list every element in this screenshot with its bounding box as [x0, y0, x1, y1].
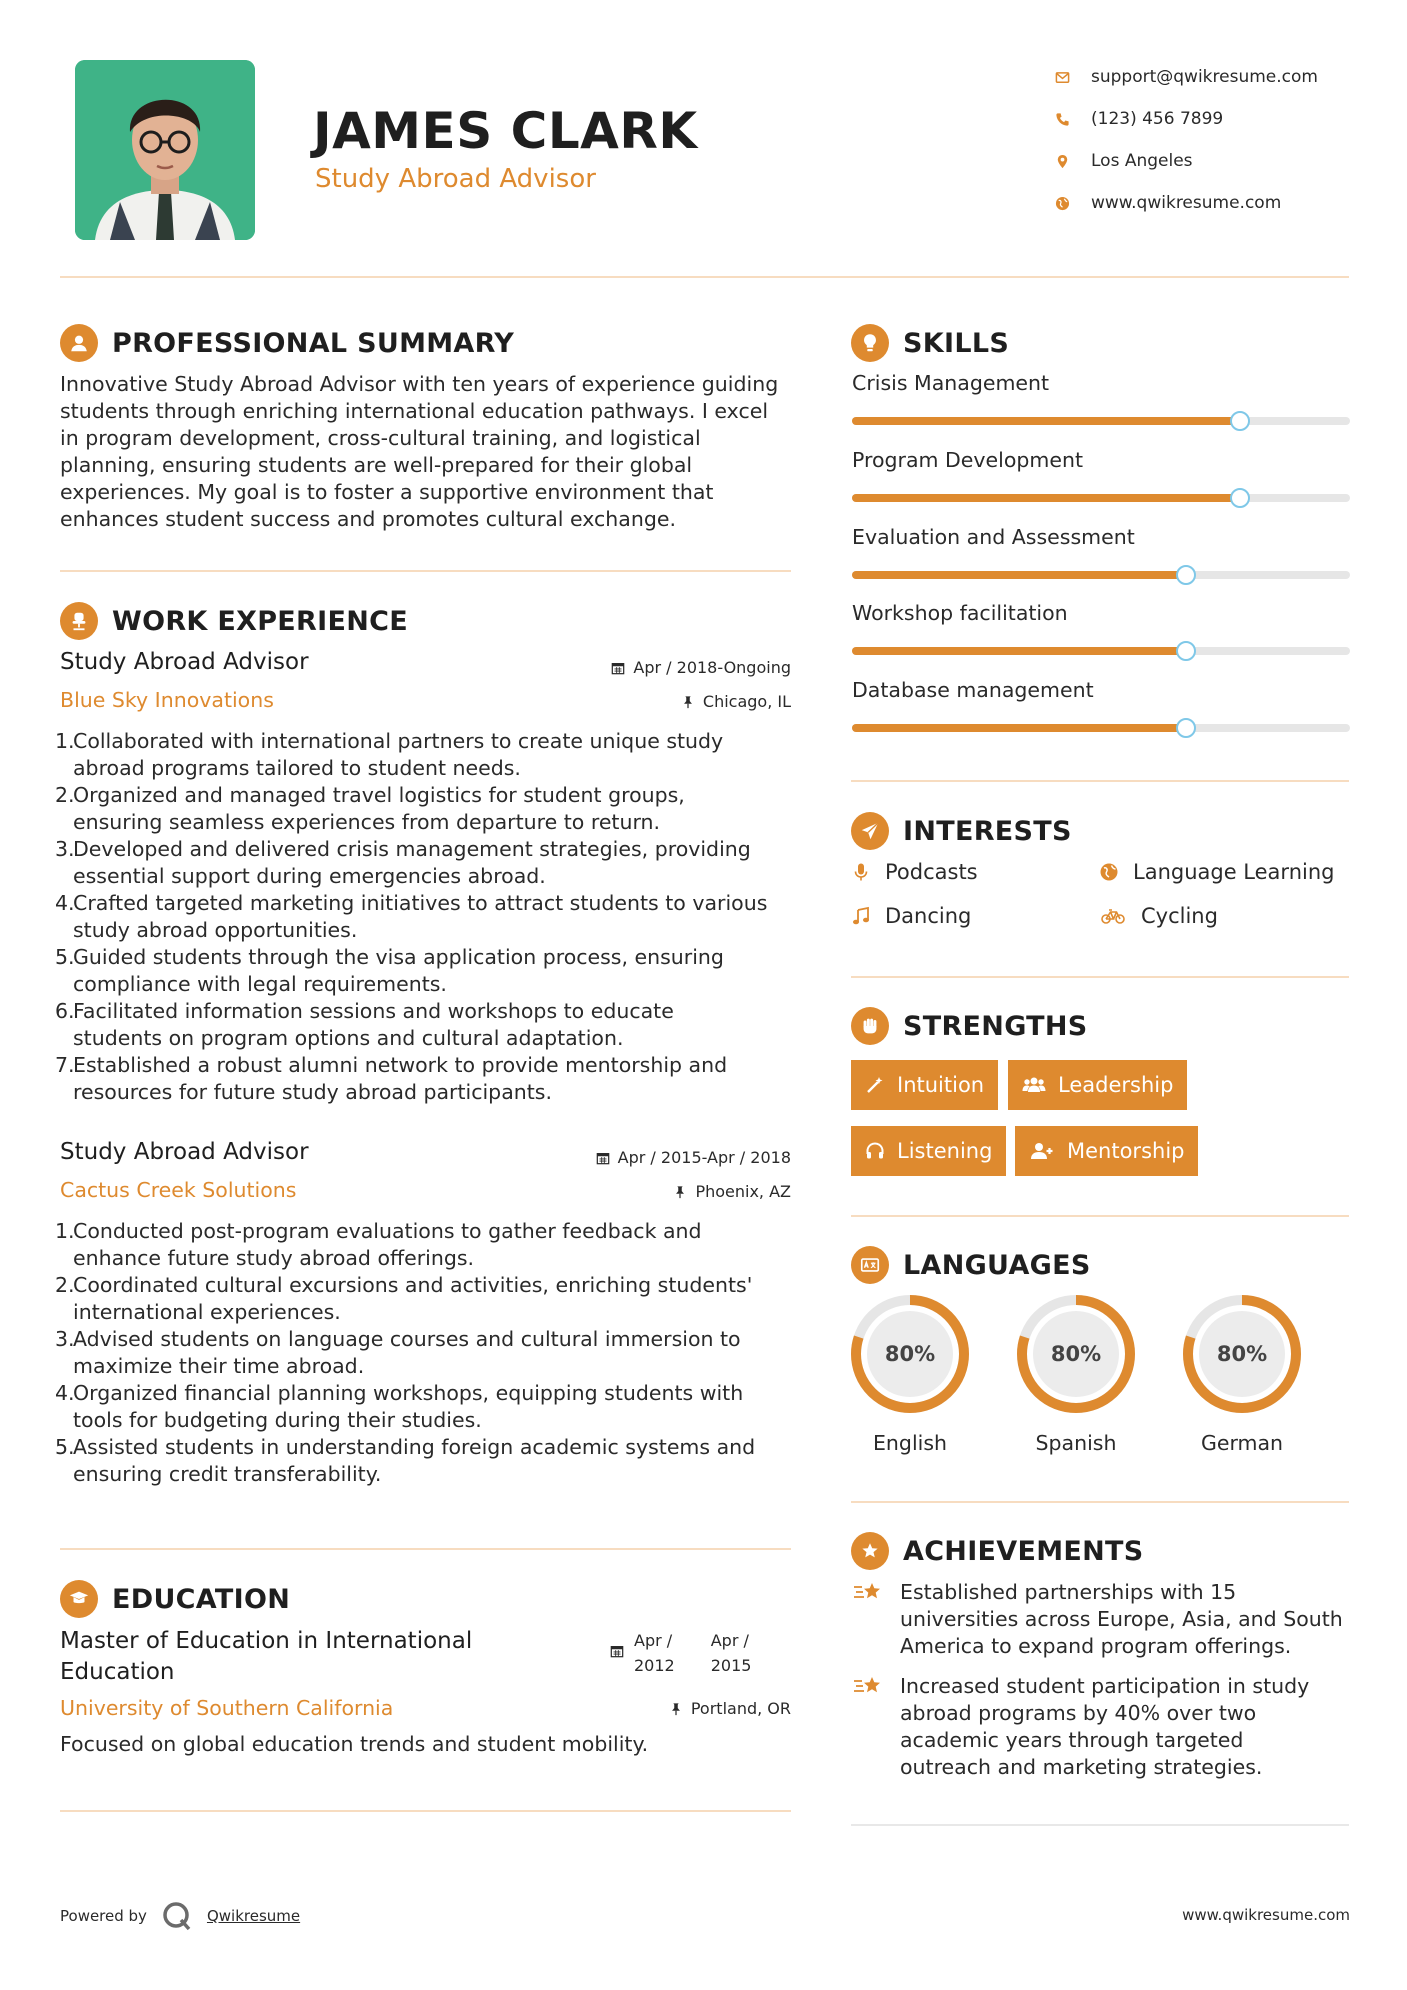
job-2-company: Cactus Creek Solutions: [60, 1178, 297, 1202]
envelope-icon: [1055, 70, 1091, 85]
skill-knob: [1176, 565, 1196, 585]
pushpin-icon: [673, 1185, 687, 1199]
contact-email-text: support@qwikresume.com: [1091, 67, 1318, 87]
contact-email[interactable]: [1055, 56, 1385, 98]
job-1-duties: [55, 728, 800, 1106]
strengths-heading: STRENGTHS: [851, 1007, 1088, 1045]
education-school: University of Southern California: [60, 1696, 394, 1720]
candidate-name: JAMES CLARK: [313, 102, 698, 160]
qwikresume-link[interactable]: Qwikresume: [206, 1907, 301, 1925]
list-item: 2. Coordinated cultural excursions and activities, enriching students' international experiences.: [55, 1273, 753, 1324]
language-ring: [1181, 1293, 1303, 1415]
job-2-dates: Apr / 2015-Apr / 2018: [540, 1148, 791, 1167]
list-item: 1. Collaborated with international partners to create unique study abroad programs tailored to student needs.: [55, 729, 724, 780]
skill-database-management: Database management: [852, 678, 1350, 732]
education-location: Portland, OR: [540, 1699, 791, 1718]
language-spanish: 80% Spanish: [1015, 1293, 1137, 1455]
lightbulb-icon: [851, 324, 889, 362]
graduate-icon: [60, 1580, 98, 1618]
svg-text:80%: 80%: [1216, 1342, 1268, 1366]
headphones-icon: [865, 1141, 885, 1161]
pushpin-icon: [669, 1702, 683, 1716]
interest-dancing: Dancing: [851, 904, 971, 928]
list-item: 3. Developed and delivered crisis management strategies, providing essential support during emergencies abroad.: [55, 837, 751, 888]
fist-icon: [851, 1007, 889, 1045]
education-heading: EDUCATION: [60, 1580, 290, 1618]
job-2-duties: [55, 1218, 800, 1488]
contact-website-text: www.qwikresume.com: [1091, 193, 1282, 213]
strengths-divider: [851, 1215, 1349, 1217]
list-item: 5. Assisted students in understanding foreign academic systems and ensuring credit transferability.: [55, 1435, 756, 1486]
calendar-icon: [596, 1151, 610, 1165]
magic-wand-icon: [865, 1075, 885, 1095]
strength-chip-listening: Listening: [851, 1126, 1006, 1176]
education-dates: Apr / 2012 Apr / 2015: [610, 1628, 751, 1678]
bicycle-icon: [1099, 906, 1127, 926]
list-item: 6. Facilitated information sessions and workshops to educate students on program options and cultural adaptation.: [55, 999, 674, 1050]
job-1-company: Blue Sky Innovations: [60, 688, 274, 712]
summary-divider: [60, 570, 791, 572]
list-item: 4. Organized financial planning workshops, equipping students with tools for budgeting during their studies.: [55, 1381, 744, 1432]
contact-location-text: Los Angeles: [1091, 151, 1193, 171]
phone-icon: [1055, 112, 1091, 127]
skill-bar: [852, 494, 1350, 502]
achievement-item: Established partnerships with 15 universities across Europe, Asia, and South America to expand program offerings.: [852, 1579, 1352, 1660]
education-description: Focused on global education trends and student mobility.: [60, 1732, 649, 1756]
skill-workshop-facilitation: Workshop facilitation: [852, 601, 1350, 655]
language-english: 80% English: [849, 1293, 971, 1455]
skill-bar: [852, 647, 1350, 655]
qwikresume-logo-icon: [161, 1900, 193, 1932]
skill-knob: [1176, 641, 1196, 661]
achievement-item: Increased student participation in study abroad programs by 40% over two academic years through targeted outreach and marketing strategies.: [852, 1673, 1352, 1781]
footer-powered-by: [60, 1900, 300, 1932]
language-ring: [1015, 1293, 1137, 1415]
strength-chip-mentorship: Mentorship: [1015, 1126, 1198, 1176]
achievements-divider: [851, 1824, 1349, 1826]
job-1-location: Chicago, IL: [540, 692, 791, 711]
footer-website[interactable]: www.qwikresume.com: [1182, 1906, 1350, 1924]
skill-knob: [1230, 411, 1250, 431]
paper-plane-icon: [851, 812, 889, 850]
calendar-icon: [610, 1644, 624, 1658]
language-ring: [849, 1293, 971, 1415]
svg-text:80%: 80%: [1050, 1342, 1102, 1366]
globe-icon: [1055, 196, 1091, 211]
skill-knob: [1230, 488, 1250, 508]
languages-divider: [851, 1501, 1349, 1503]
users-icon: [1022, 1075, 1046, 1095]
language-card-icon: [851, 1246, 889, 1284]
achievements-heading: ACHIEVEMENTS: [851, 1532, 1144, 1570]
contact-website[interactable]: [1055, 182, 1385, 224]
contact-phone[interactable]: [1055, 98, 1385, 140]
skill-bar: [852, 724, 1350, 732]
interest-cycling: Cycling: [1099, 904, 1218, 928]
office-chair-icon: [60, 602, 98, 640]
strength-chip-intuition: Intuition: [851, 1060, 998, 1110]
language-german: 80% German: [1181, 1293, 1303, 1455]
star-badge-icon: [851, 1532, 889, 1570]
candidate-title: Study Abroad Advisor: [315, 164, 596, 194]
list-item: 3. Advised students on language courses and cultural immersion to maximize their time abroad.: [55, 1327, 741, 1378]
user-plus-icon: [1029, 1141, 1055, 1161]
list-item: 2. Organized and managed travel logistics for student groups, ensuring seamless experiences from departure to return.: [55, 783, 685, 834]
globe-icon: [1099, 862, 1119, 882]
skill-crisis-management: Crisis Management: [852, 371, 1350, 425]
list-item: 4. Crafted targeted marketing initiatives to attract students to various study abroad opportunities.: [55, 891, 768, 942]
skill-evaluation-assessment: Evaluation and Assessment: [852, 525, 1350, 579]
microphone-icon: [851, 862, 871, 882]
job-1-dates: Apr / 2018-Ongoing: [540, 658, 791, 677]
location-pin-icon: [1055, 154, 1091, 169]
skills-heading: SKILLS: [851, 324, 1009, 362]
calendar-icon: [611, 661, 625, 675]
skill-knob: [1176, 718, 1196, 738]
education-degree: Master of Education in International Education: [60, 1628, 473, 1685]
skill-bar: [852, 571, 1350, 579]
skill-bar: [852, 417, 1350, 425]
list-item: 1. Conducted post-program evaluations to gather feedback and enhance future study abroad offerings.: [55, 1219, 702, 1270]
experience-heading: WORK EXPERIENCE: [60, 602, 408, 640]
list-item: 5. Guided students through the visa application process, ensuring compliance with legal requirements.: [55, 945, 724, 996]
interest-podcasts: Podcasts: [851, 860, 978, 884]
summary-text: Innovative Study Abroad Advisor with ten years of experience guiding students through enriching international education pathways. I excel in program development, cross-cultural training, and logistical planning, ensuring students are well-prepared for their global experiences. My goal is to foster a supportive environment that enhances student success and promotes cultural exchange.: [60, 372, 779, 531]
languages-heading: LANGUAGES: [851, 1246, 1091, 1284]
job-2-location: Phoenix, AZ: [540, 1182, 791, 1201]
svg-text:80%: 80%: [884, 1342, 936, 1366]
profile-photo: [75, 60, 255, 240]
list-item: 7. Established a robust alumni network to provide mentorship and resources for future study abroad participants.: [55, 1053, 728, 1104]
job-1-title: Study Abroad Advisor: [60, 649, 309, 675]
music-note-icon: [851, 906, 871, 926]
experience-divider: [60, 1548, 791, 1550]
skill-program-development: Program Development: [852, 448, 1350, 502]
contact-phone-text: (123) 456 7899: [1091, 109, 1224, 129]
user-icon: [60, 324, 98, 362]
contact-list: [1055, 56, 1385, 224]
contact-location: [1055, 140, 1385, 182]
interests-heading: INTERESTS: [851, 812, 1072, 850]
strength-chip-leadership: Leadership: [1008, 1060, 1187, 1110]
education-divider: [60, 1810, 791, 1812]
shooting-star-icon: [852, 1579, 884, 1607]
job-2-title: Study Abroad Advisor: [60, 1139, 309, 1165]
summary-heading: PROFESSIONAL SUMMARY: [60, 324, 514, 362]
pushpin-icon: [681, 695, 695, 709]
skills-divider: [851, 780, 1349, 782]
header-divider: [60, 276, 1349, 278]
interest-language-learning: Language Learning: [1099, 860, 1334, 884]
shooting-star-icon: [852, 1673, 884, 1701]
powered-by-label: Powered by: [60, 1907, 147, 1925]
interests-divider: [851, 976, 1349, 978]
